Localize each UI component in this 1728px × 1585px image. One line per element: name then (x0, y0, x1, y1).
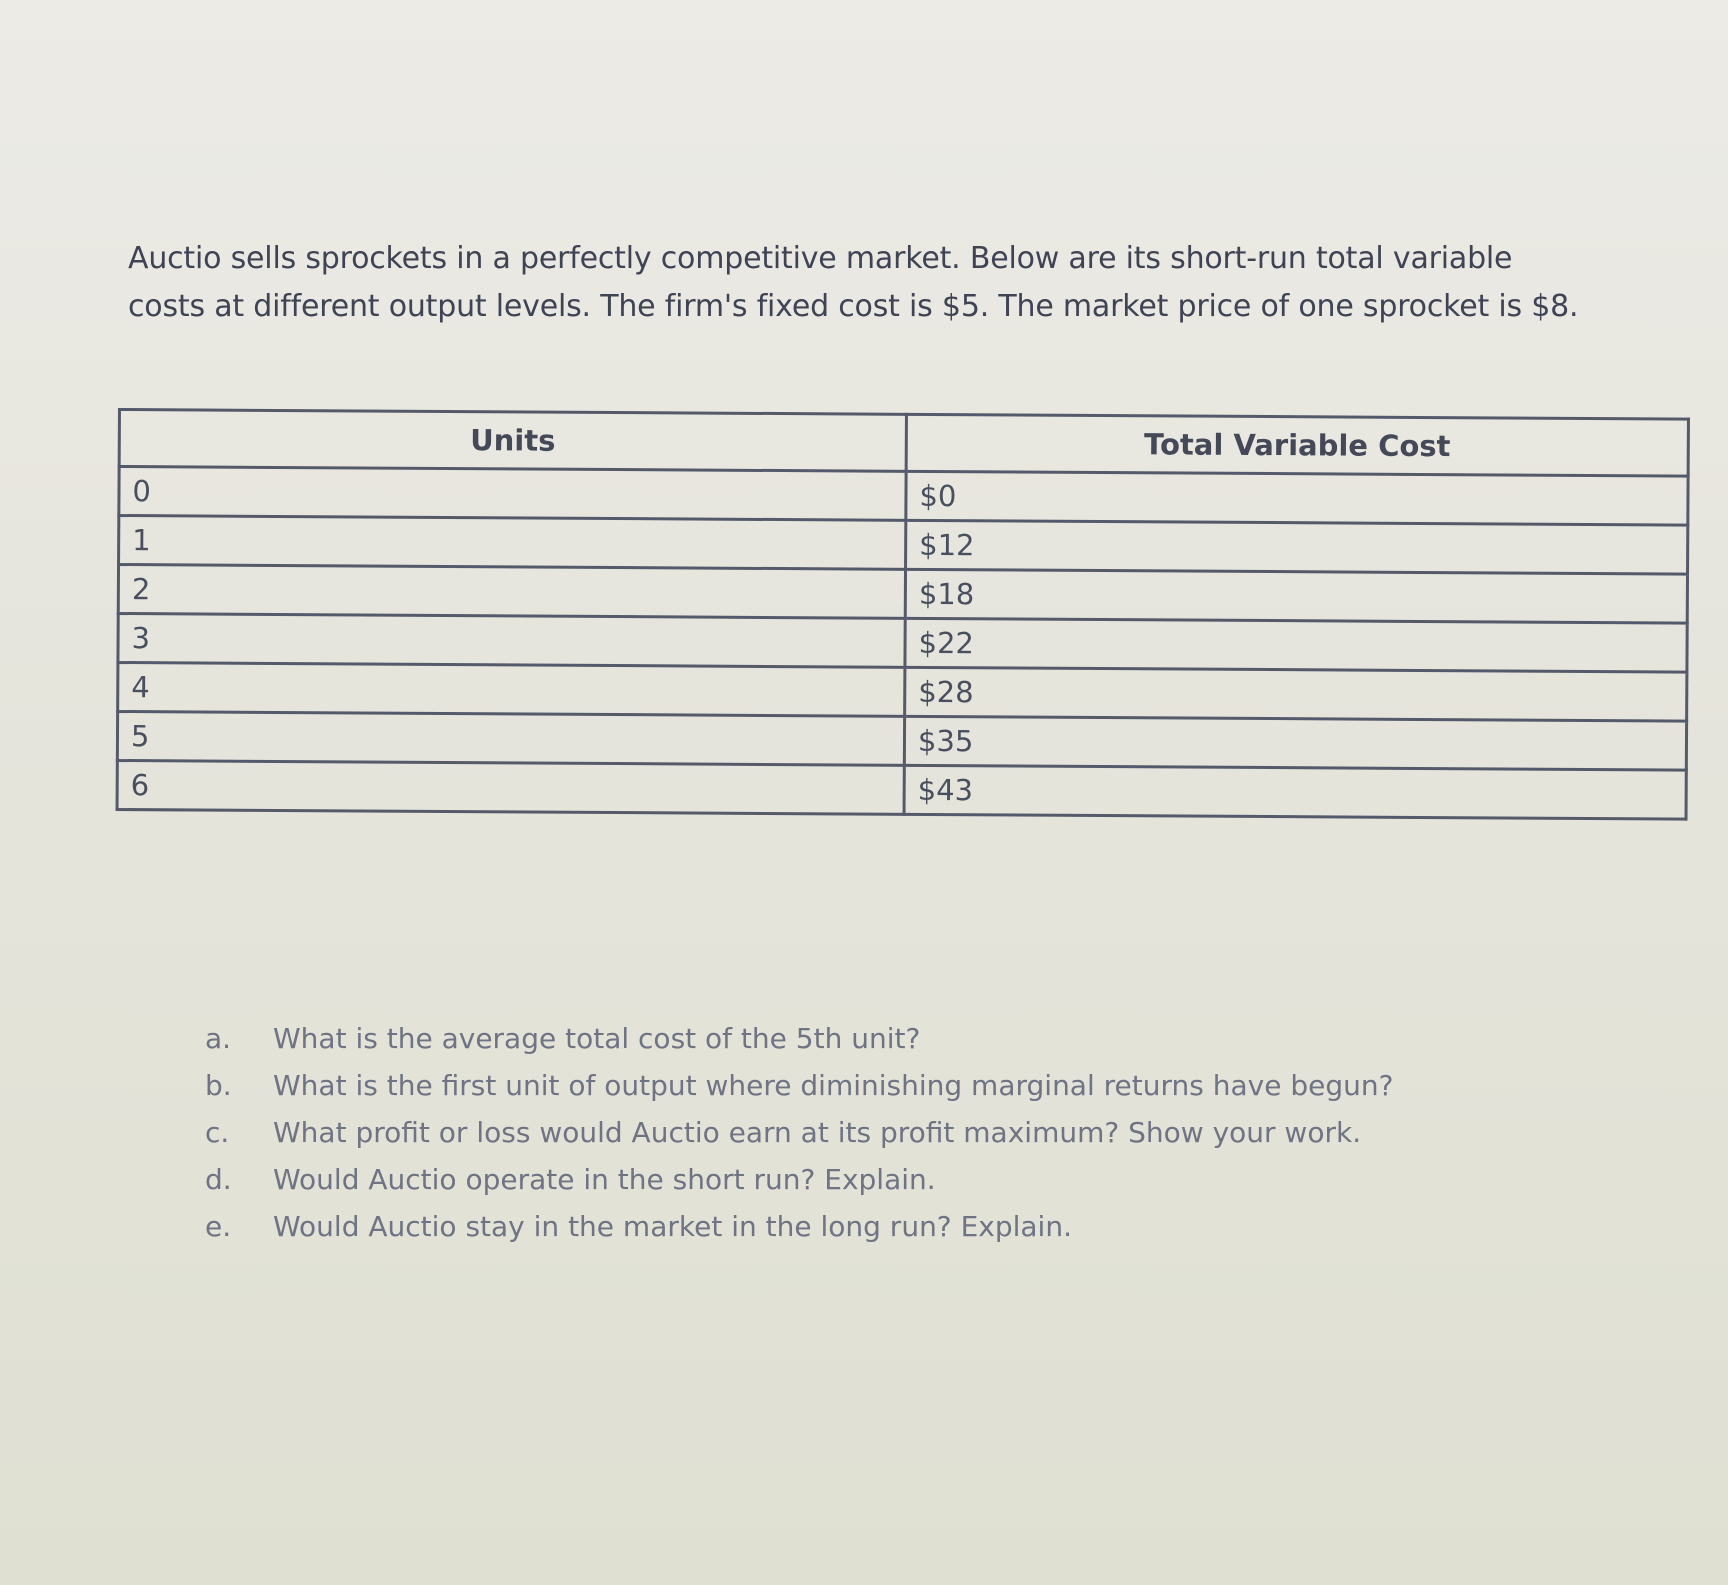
question-text: What profit or loss would Auctio earn at its profit maximum? Show your work. (273, 1116, 1362, 1149)
question-marker: c. (205, 1116, 230, 1149)
units-header: Units (119, 410, 906, 472)
table-header-row (119, 410, 1688, 477)
total-variable-cost-table (116, 408, 1690, 821)
units-cell: 5 (117, 712, 904, 766)
question-marker: d. (205, 1163, 232, 1196)
question-item (205, 1015, 1393, 1062)
question-item (205, 1109, 1393, 1156)
cost-cell: $0 (906, 471, 1688, 525)
cost-cell: $18 (905, 569, 1687, 623)
question-text: Would Auctio operate in the short run? Explain. (273, 1163, 936, 1196)
question-list (205, 1015, 1393, 1250)
units-cell: 0 (119, 467, 906, 521)
question-marker: e. (205, 1210, 232, 1243)
units-cell: 1 (119, 516, 906, 570)
cost-cell: $28 (905, 667, 1687, 721)
units-cell: 3 (118, 614, 905, 668)
table-row (117, 761, 1686, 820)
question-text: What is the average total cost of the 5th unit? (273, 1022, 921, 1055)
cost-cell: $22 (905, 618, 1687, 672)
question-marker: a. (205, 1022, 232, 1055)
question-text: What is the first unit of output where diminishing marginal returns have begun? (273, 1069, 1394, 1102)
question-item (205, 1062, 1393, 1109)
cost-cell: $12 (906, 520, 1688, 574)
question-item (205, 1156, 1393, 1203)
question-item (205, 1203, 1393, 1250)
units-cell: 6 (117, 761, 904, 815)
total-variable-cost-header: Total Variable Cost (906, 414, 1688, 476)
question-text: Would Auctio stay in the market in the long run? Explain. (273, 1210, 1072, 1243)
cost-cell: $43 (904, 765, 1686, 819)
question-marker: b. (205, 1069, 232, 1102)
units-cell: 4 (118, 663, 905, 717)
cost-cell: $35 (904, 716, 1686, 770)
problem-intro: Auctio sells sprockets in a perfectly competitive market. Below are its short-run total variable costs at different output levels. The firm's fixed cost is $5. The market price of one sprocket is $8. (128, 241, 1579, 324)
units-cell: 2 (118, 565, 905, 619)
